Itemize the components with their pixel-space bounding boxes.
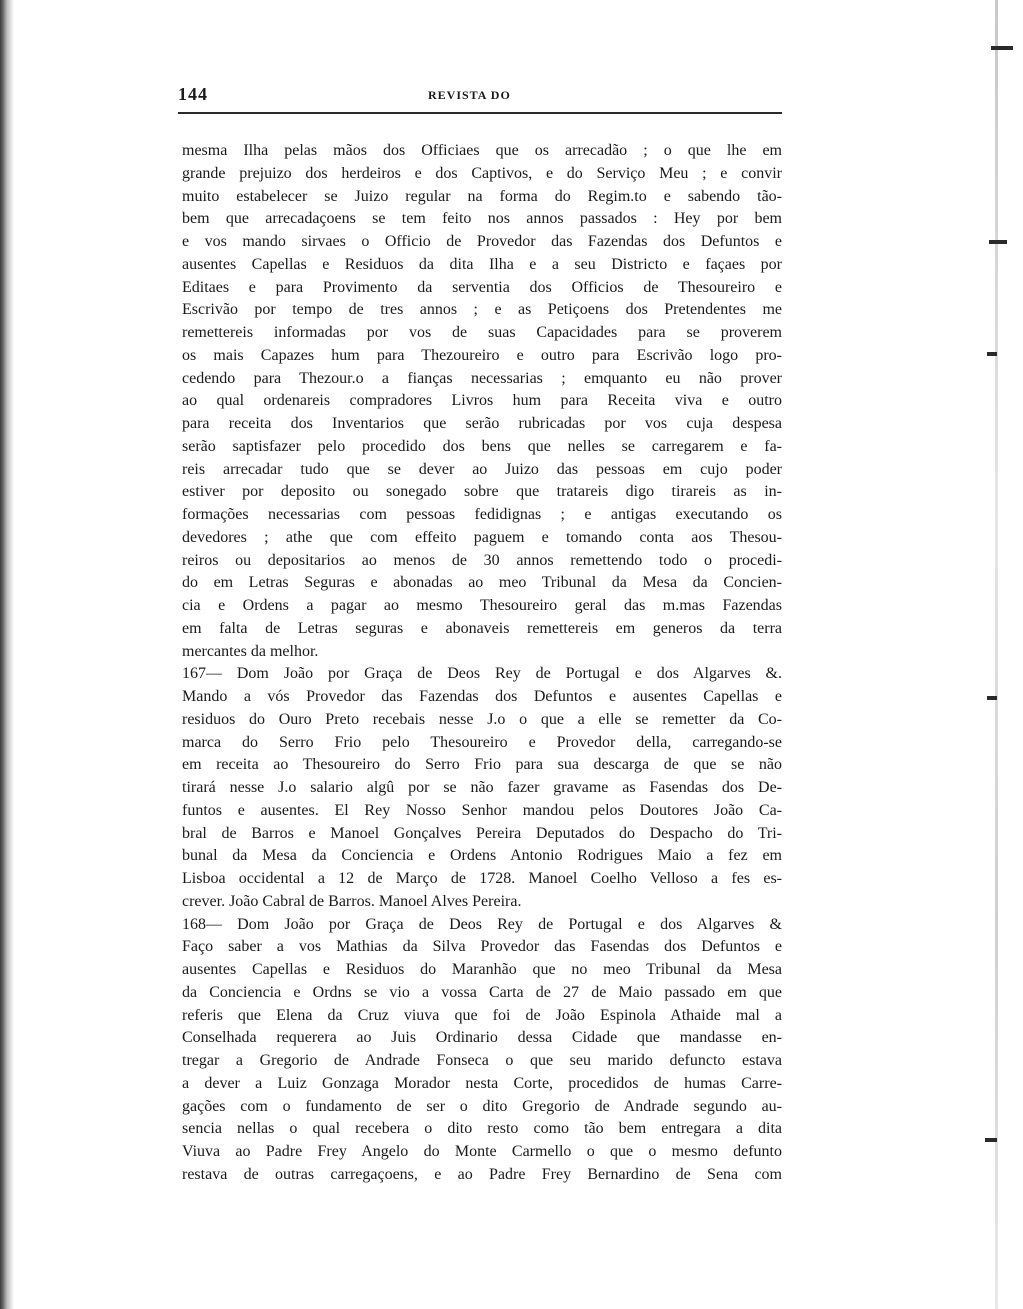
text-line: em receita ao Thesoureiro do Serro Frio para sua descarga de que se não (182, 756, 782, 774)
text-line: crever. João Cabral de Barros. Manoel Alves Pereira. (182, 892, 522, 910)
text-line: devedores ; athe que com effeito paguem e tomando conta aos Thesou- (182, 528, 782, 546)
text-line: gações com o fundamento de ser o dito Gregorio de Andrade segundo au- (182, 1097, 782, 1115)
text-line: para receita dos Inventarios que serão rubricadas por vos cuja despesa (182, 415, 782, 432)
header-rule (178, 112, 782, 114)
text-line: Faço saber a vos Mathias da Silva Provedor das Fasendas dos Defuntos e (182, 938, 782, 956)
body-text (182, 140, 782, 1187)
text-line: bem que arrecadaçoens se tem feito nos annos passados : Hey por bem (182, 210, 782, 228)
text-line: reis arrecadar tudo que se dever ao Juizo das pessoas em cujo poder (182, 460, 782, 478)
scan-right-edge (913, 0, 1023, 1309)
text-line: cedendo para Thezour.o a fianças necessarias ; emquanto eu não prover (182, 369, 782, 387)
text-line: mercantes da melhor. (182, 642, 319, 660)
text-line: remettereis informadas por vos de suas Capacidades para se proverem (182, 324, 782, 341)
text-line: grande prejuizo dos herdeiros e dos Captivos, e do Serviço Meu ; e convir (182, 164, 782, 182)
text-line: da Conciencia e Ordns se vio a vossa Carta de 27 de Maio passado em que (182, 983, 782, 1001)
scan-edge-mark (987, 696, 997, 700)
text-line: Mando a vós Provedor das Fazendas dos Defuntos e ausentes Capellas e (182, 688, 782, 705)
text-line: em falta de Letras seguras e abonaveis remettereis em generos da terra (182, 619, 782, 637)
text-line: 167— Dom João por Graça de Deos Rey de Portugal e dos Algarves &. (182, 665, 782, 683)
text-line: do em Letras Seguras e abonadas ao meo Tribunal da Mesa da Concien- (182, 574, 782, 592)
page-number: 144 (178, 84, 208, 104)
page-header (178, 84, 782, 106)
text-line: ausentes Capellas e Residuos do Maranhão que no meo Tribunal da Mesa (182, 961, 782, 978)
text-line: Conselhada requerera ao Juis Ordinario dessa Cidade que mandasse en- (182, 1029, 782, 1047)
scan-edge-line (995, 0, 998, 1309)
text-line: cia e Ordens a pagar ao mesmo Thesoureiro geral das m.mas Fazendas (182, 597, 782, 614)
text-line: marca do Serro Frio pelo Thesoureiro e Provedor della, carregando-se (182, 733, 782, 751)
text-line: formações necessarias com pessoas fedidignas ; e antigas executando os (182, 506, 782, 523)
running-head: REVISTA DO (428, 88, 511, 102)
text-line: serão saptisfazer pelo procedido dos bens que nelles se carregarem e fa- (182, 437, 782, 455)
text-line: ao qual ordenareis compradores Livros hum para Receita viva e outro (182, 392, 782, 410)
text-line: Lisboa occidental a 12 de Março de 1728. Manoel Coelho Velloso a fes es- (182, 870, 782, 887)
scan-edge-mark (989, 240, 1007, 244)
text-line: estiver por deposito ou sonegado sobre que tratareis digo tirareis as in- (182, 483, 782, 501)
text-line: mesma Ilha pelas mãos dos Officiaes que os arrecadão ; o que lhe em (182, 142, 782, 159)
text-line: Viuva ao Padre Frey Angelo do Monte Carmello o que o mesmo defunto (182, 1143, 782, 1160)
scan-edge-mark (985, 1138, 997, 1142)
text-line: ausentes Capellas e Residuos da dita Ilha e a seu Districto e façaes por (182, 255, 782, 273)
text-line: os mais Capazes hum para Thezoureiro e outro para Escrivão logo pro- (182, 346, 782, 364)
text-line: bral de Barros e Manoel Gonçalves Pereira Deputados do Despacho do Tri- (182, 824, 782, 842)
text-line: a dever a Luiz Gonzaga Morador nesta Corte, procedidos de humas Carre- (182, 1074, 782, 1092)
scan-edge-mark (991, 46, 1013, 50)
text-line: funtos e ausentes. El Rey Nosso Senhor mandou pelos Doutores João Ca- (182, 801, 782, 819)
text-line: Escrivão por tempo de tres annos ; e as Petiçoens dos Pretendentes me (182, 301, 782, 319)
text-line: tregar a Gregorio de Andrade Fonseca o que seu marido defuncto estava (182, 1052, 782, 1069)
text-line: reiros ou depositarios ao menos de 30 annos remettendo todo o procedi- (182, 551, 782, 569)
page-left-edge-shadow (0, 0, 14, 1309)
text-line: muito estabelecer se Juizo regular na forma do Regim.to e sabendo tão- (182, 187, 782, 205)
scan-edge-mark (987, 352, 997, 356)
text-line: bunal da Mesa da Conciencia e Ordens Antonio Rodrigues Maio a fez em (182, 847, 782, 865)
text-line: tirará nesse J.o salario algû por se não fazer gravame as Fasendas dos De- (182, 779, 782, 796)
text-line: Editaes e para Provimento da serventia dos Officios de Thesoureiro e (182, 278, 782, 296)
text-line: referis que Elena da Cruz viuva que foi de João Espinola Athaide mal a (182, 1006, 782, 1024)
text-line: e vos mando sirvaes o Officio de Provedor das Fazendas dos Defuntos e (182, 233, 782, 250)
text-line: residuos do Ouro Preto recebais nesse J.o o que a elle se remetter da Co- (182, 710, 782, 728)
text-line: restava de outras carregaçoens, e ao Padre Frey Bernardino de Sena com (182, 1165, 782, 1183)
text-line: sencia nellas o qual recebera o dito resto como tão bem entregara a dita (182, 1120, 782, 1138)
text-line: 168— Dom João por Graça de Deos Rey de Portugal e dos Algarves & (182, 915, 782, 933)
